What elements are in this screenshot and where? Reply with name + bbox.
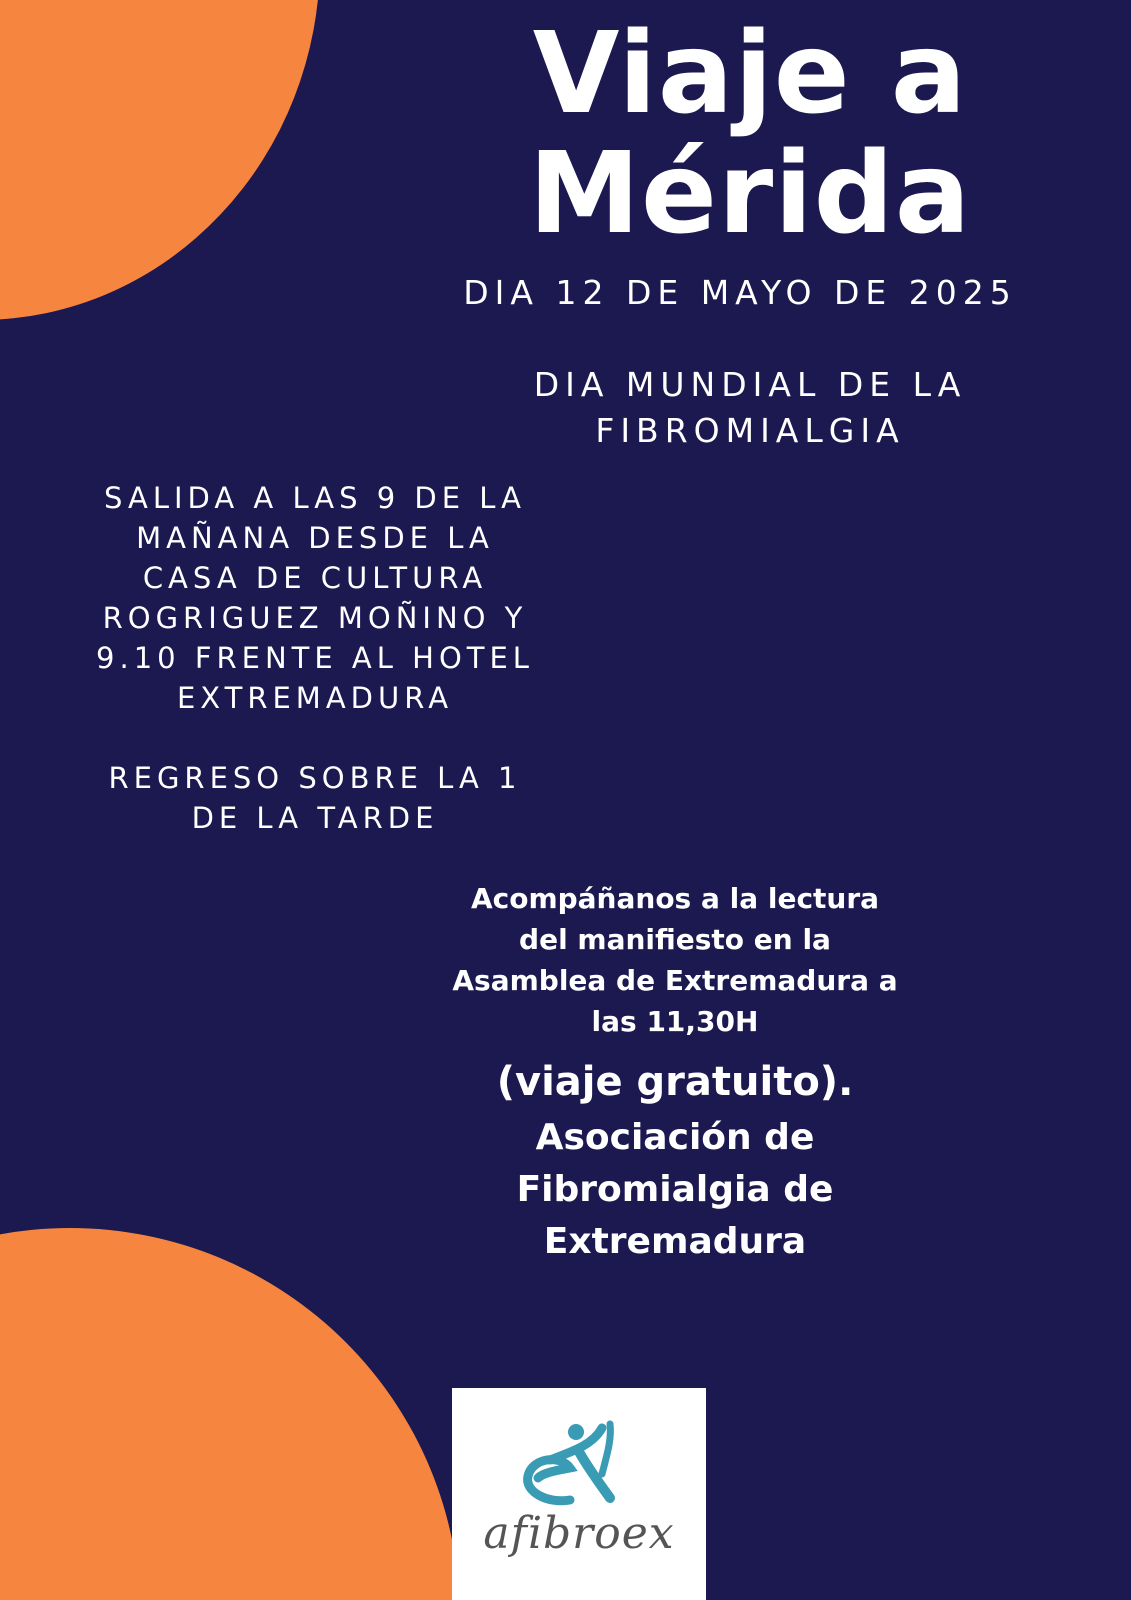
invite-line-3: Asamblea de Extremadura a xyxy=(452,964,898,997)
return-line-2: DE LA TARDE xyxy=(191,801,439,835)
title-line-2: Mérida xyxy=(528,129,972,259)
afibroex-figure-icon xyxy=(452,1388,706,1600)
title-line-1: Viaje a xyxy=(532,9,968,139)
afibroex-logo-text: afibroex xyxy=(483,1508,675,1559)
invite-line-1: Acompáñanos a la lectura xyxy=(470,882,880,915)
departure-line-2: MAÑANA DESDE LA xyxy=(136,521,494,555)
departure-line-6: EXTREMADURA xyxy=(176,681,454,715)
occasion-line-1: DIA MUNDIAL DE LA xyxy=(533,365,967,404)
return-info xyxy=(60,758,570,838)
departure-line-5: 9.10 FRENTE AL HOTEL xyxy=(96,641,534,675)
bottom-orange-circle xyxy=(0,1228,460,1600)
association-line-1: Asociación de xyxy=(535,1117,815,1158)
poster-title xyxy=(470,9,1030,259)
return-line-1: REGRESO SOBRE LA 1 xyxy=(108,761,522,795)
event-date: DIA 12 DE MAYO DE 2025 xyxy=(463,273,1017,312)
departure-info xyxy=(60,478,570,718)
association-line-2: Fibromialgia de xyxy=(516,1169,834,1210)
invite-line-4: las 11,30H xyxy=(591,1005,759,1038)
invitation-text xyxy=(420,878,930,1042)
free-trip-note: (viaje gratuito). xyxy=(496,1059,854,1105)
invite-line-2: del manifiesto en la xyxy=(519,923,831,956)
departure-line-4: ROGRIGUEZ MOÑINO Y xyxy=(102,601,528,635)
association-line-3: Extremadura xyxy=(543,1221,807,1262)
occasion-text xyxy=(480,362,1020,454)
departure-line-3: CASA DE CULTURA xyxy=(142,561,488,595)
top-orange-circle xyxy=(0,0,320,320)
departure-line-1: SALIDA A LAS 9 DE LA xyxy=(104,481,526,515)
afibroex-logo xyxy=(452,1388,706,1600)
association-name xyxy=(420,1112,930,1268)
occasion-line-2: FIBROMIALGIA xyxy=(595,411,905,450)
